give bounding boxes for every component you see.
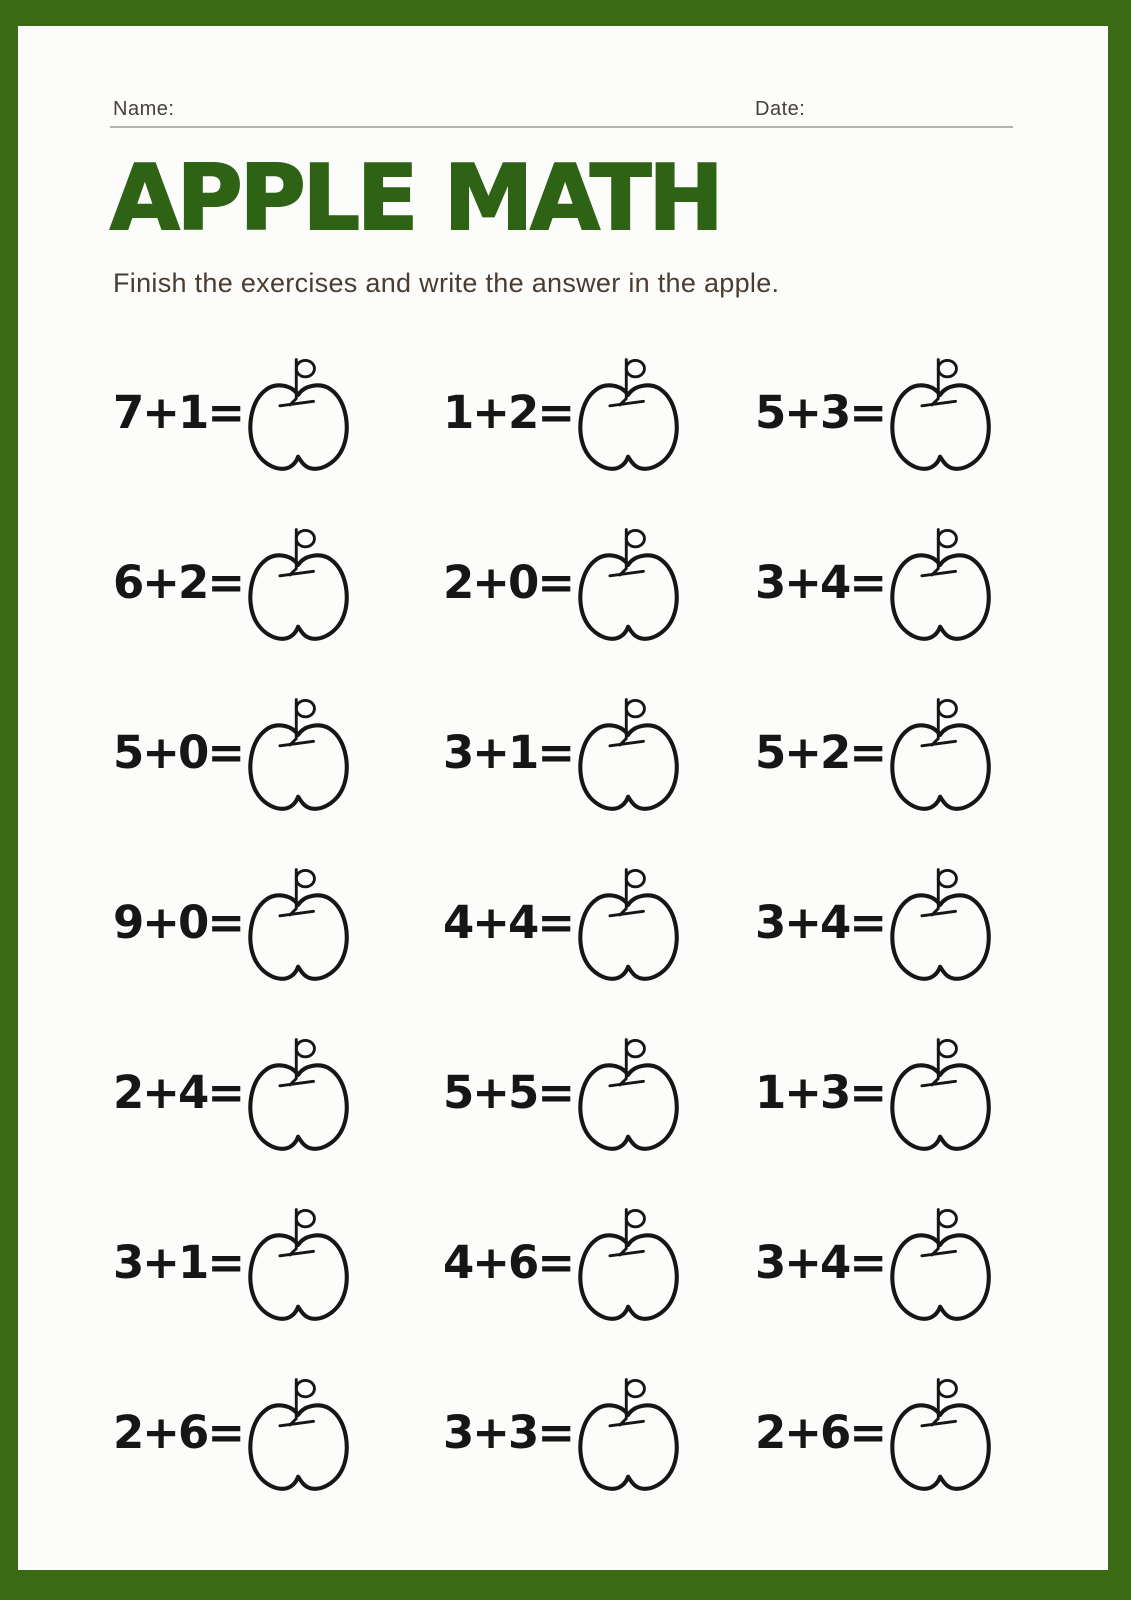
problem-cell — [755, 334, 1018, 504]
apple-outline-icon — [570, 1203, 688, 1335]
problem-label: 2+6= — [113, 1405, 244, 1459]
problem-cell — [755, 1014, 1018, 1184]
worksheet-page — [18, 26, 1108, 1570]
date-label: Date: — [755, 98, 806, 120]
worksheet-content — [18, 26, 1108, 1570]
problem-label: 2+4= — [113, 1065, 244, 1119]
problem-cell — [113, 1184, 443, 1354]
apple-outline-icon — [882, 353, 1000, 485]
apple-outline-icon — [240, 1203, 358, 1335]
problem-cell — [755, 1184, 1018, 1354]
problem-label: 3+3= — [443, 1405, 574, 1459]
problem-label: 1+2= — [443, 385, 574, 439]
problem-cell — [443, 504, 755, 674]
problem-label: 3+4= — [755, 895, 886, 949]
problem-cell — [443, 1354, 755, 1524]
problems-grid — [113, 334, 1018, 1524]
problem-label: 1+3= — [755, 1065, 886, 1119]
problem-label: 3+1= — [443, 725, 574, 779]
apple-outline-icon — [570, 863, 688, 995]
problem-label: 5+5= — [443, 1065, 574, 1119]
apple-outline-icon — [570, 1033, 688, 1165]
name-label: Name: — [113, 98, 175, 120]
apple-outline-icon — [882, 1373, 1000, 1505]
problem-cell — [113, 844, 443, 1014]
problem-cell — [443, 1014, 755, 1184]
problem-label: 3+4= — [755, 555, 886, 609]
apple-outline-icon — [882, 1203, 1000, 1335]
problem-label: 5+0= — [113, 725, 244, 779]
problem-cell — [755, 844, 1018, 1014]
apple-outline-icon — [570, 1373, 688, 1505]
problem-label: 5+2= — [755, 725, 886, 779]
problem-label: 5+3= — [755, 385, 886, 439]
apple-outline-icon — [570, 693, 688, 825]
apple-outline-icon — [882, 863, 1000, 995]
problem-label: 3+4= — [755, 1235, 886, 1289]
apple-outline-icon — [570, 353, 688, 485]
problem-label: 4+6= — [443, 1235, 574, 1289]
apple-outline-icon — [240, 1373, 358, 1505]
apple-outline-icon — [882, 1033, 1000, 1165]
problem-label: 7+1= — [113, 385, 244, 439]
problem-label: 4+4= — [443, 895, 574, 949]
problem-cell — [443, 674, 755, 844]
problem-cell — [755, 1354, 1018, 1524]
apple-outline-icon — [240, 693, 358, 825]
problem-label: 3+1= — [113, 1235, 244, 1289]
problem-cell — [755, 504, 1018, 674]
problem-label: 6+2= — [113, 555, 244, 609]
apple-outline-icon — [240, 863, 358, 995]
apple-outline-icon — [882, 693, 1000, 825]
problem-label: 9+0= — [113, 895, 244, 949]
apple-outline-icon — [240, 1033, 358, 1165]
problem-label: 2+6= — [755, 1405, 886, 1459]
problem-cell — [113, 504, 443, 674]
problem-cell — [443, 1184, 755, 1354]
problem-cell — [755, 674, 1018, 844]
problem-cell — [443, 334, 755, 504]
problem-cell — [113, 334, 443, 504]
page-title: APPLE MATH — [110, 146, 721, 251]
problem-cell — [113, 1354, 443, 1524]
instructions-text: Finish the exercises and write the answer in the apple. — [113, 268, 780, 298]
apple-outline-icon — [882, 523, 1000, 655]
problem-cell — [113, 1014, 443, 1184]
apple-outline-icon — [570, 523, 688, 655]
apple-outline-icon — [240, 353, 358, 485]
problem-label: 2+0= — [443, 555, 574, 609]
problem-cell — [113, 674, 443, 844]
problem-cell — [443, 844, 755, 1014]
apple-outline-icon — [240, 523, 358, 655]
name-date-line — [110, 126, 1013, 128]
